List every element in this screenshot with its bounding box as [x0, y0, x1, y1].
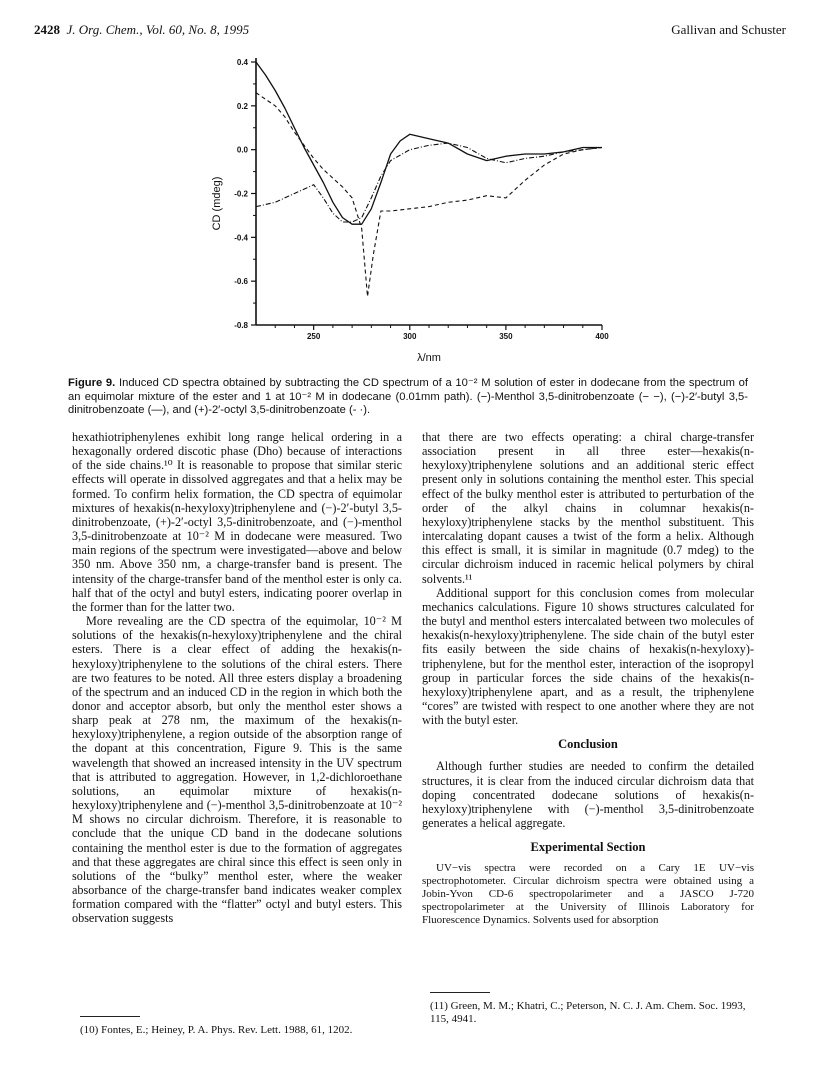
paragraph: Additional support for this conclusion comes from molecular mechanics calculations. Figure 10 shows structures calculated for the butyl and menthol esters intercalated between two molecules of hexakis(n-hexyloxy)triphenylene. The side chain of the butyl ester fits easily between the side chains of hexakis(n-hexyloxy)-triphenylene, but for the menthol ester, interaction of the isopropyl group in particular forces the side chains of the hexakis(n-hexyloxy)triphenylene apart, and as a result, the triphenylene “cores” are twisted with respect to one another where they are not with the butyl ester. — [422, 585, 754, 728]
x-axis-label: λ/nm — [417, 352, 441, 364]
footnote-10: (10) Fontes, E.; Heiney, P. A. Phys. Rev. Lett. 1988, 61, 1202. — [80, 1024, 353, 1036]
footnote-divider — [80, 1016, 140, 1017]
y-axis-label: CD (mdeg) — [211, 176, 223, 231]
page-number: 2428 — [34, 22, 60, 37]
y-tick-label: -0.2 — [234, 189, 248, 199]
paragraph: that there are two effects operating: a chiral charge-transfer association present in all three ester—hexakis(n-hexyloxy)triphenylene solutions and an additional steric effect present only in solutions containing the menthol ester. This special effect of the bulky menthol ester is attributed to perturbation of the order of the alkyl chains in columnar hexakis(n-hexyloxy)triphenylene stacks by the menthol substituent. This intercalating dopant causes a twist of the form a helix. Although this effect is small, it is similar in magnitude (0.7 mdeg) to the circular dichroism induced in racemic helical polymers by chiral solvents.¹¹ — [422, 430, 754, 586]
x-tick-label: 400 — [595, 332, 609, 341]
series-line-dashed — [256, 93, 602, 297]
x-tick-label: 300 — [403, 332, 417, 341]
x-tick-label: 250 — [306, 332, 321, 341]
paragraph: Although further studies are needed to confirm the detailed structures, it is clear from the induced circular dichroism data that doping concentrated dodecane solutions of hexakis(n-hexyloxy)triphenylene with (−)-menthol 3,5-dinitrobenzoate generates a helical aggregate. — [422, 759, 754, 831]
running-authors: Gallivan and Schuster — [671, 22, 786, 37]
conclusion-heading: Conclusion — [558, 737, 618, 752]
figure-caption-text: Induced CD spectra obtained by subtracting the CD spectrum of a 10⁻² M solution of ester in dodecane from the spectrum of an equimolar mixture of the ester and 1 at 10⁻² M in dodecane (0.01mm path). (−)-Menthol 3,5-dinitrobenzoate (− −), (−)-2′-butyl 3,5-dinitrobenzoate (—), and (+)-2′-octyl 3,5-dinitrobenzoate (- ·). — [68, 377, 748, 416]
y-tick-label: -0.4 — [234, 233, 248, 243]
experimental-heading: Experimental Section — [530, 840, 646, 855]
cd-spectrum-chart — [190, 52, 630, 372]
right-column — [422, 430, 754, 927]
chart-axes — [234, 58, 609, 341]
y-tick-label: -0.6 — [234, 277, 248, 287]
y-tick-label: 0.2 — [236, 101, 248, 111]
y-tick-label: 0.4 — [236, 58, 248, 67]
series-line-solid — [256, 62, 602, 224]
figure-label: Figure 9. — [68, 377, 116, 389]
x-tick-label: 350 — [499, 332, 513, 341]
footnote-divider — [430, 992, 490, 993]
footnote-11: (11) Green, M. M.; Khatri, C.; Peterson, N. C. J. Am. Chem. Soc. 1993, 115, 4941. — [430, 1000, 746, 1025]
journal-citation: J. Org. Chem., Vol. 60, No. 8, 1995 — [66, 22, 250, 37]
paragraph: UV−vis spectra were recorded on a Cary 1E UV−vis spectrophotometer. Circular dichroism spectra were obtained using a Jobin-Yvon CD-6 spectropolarimeter and a JASCO J-720 spectropolarimeter at the University of Illinois Laboratory for Fluorescence Dynamics. Solvents used for absorption — [422, 862, 754, 927]
left-column — [72, 430, 402, 925]
paragraph: hexathiotriphenylenes exhibit long range helical ordering in a hexagonally ordered discotic phase (Dho) because of interactions of the side chains.¹⁰ It is reasonable to propose that similar steric effects will operate in dissolved aggregates and that a helix may be formed. To confirm helix formation, the CD spectra of equimolar mixtures of hexakis(n-hexyloxy)triphenylene and (−)-2′-butyl 3,5-dinitrobenzoate, (+)-2′-octyl 3,5-dinitrobenzoate, and (−)-menthol 3,5-dinitrobenzoate at 10⁻² M in dodecane were measured. Two main regions of the spectrum were investigated—above and below 350 nm. Above 350 nm, a charge-transfer band is present. The intensity of the charge-transfer band of the menthol ester is only ca. half that of the octyl and butyl esters, indicating poorer overlap in the former than for the latter two. — [72, 430, 402, 614]
figure-caption — [68, 377, 748, 418]
y-tick-label: 0.0 — [236, 145, 248, 155]
chart-series — [256, 62, 602, 297]
page-header — [34, 22, 786, 40]
y-tick-label: -0.8 — [234, 321, 248, 330]
paragraph: More revealing are the CD spectra of the equimolar, 10⁻² M solutions of the hexakis(n-hexyloxy)triphenylene and the chiral esters. There is a clear effect of adding the hexakis(n-hexyloxy)triphenylene to the solutions of the chiral esters. There are two features to be noted. All three esters display a broadening of the spectrum and an induced CD in the region in which both the donor and acceptor absorb, but only the menthol ester shows a sharp peak at 278 nm, the maximum of the hexakis(n-hexyloxy)triphenylene, a region outside of the absorption range of the dopant at this concentration, Figure 9. This is the same wavelength that showed an increased intensity in the UV spectrum that is attributed to aggregation. However, in 1,2-dichloroethane solutions, an equimolar mixture of hexakis(n-hexyloxy)triphenylene and (−)-menthol 3,5-dinitrobenzoate at 10⁻² M shows no circular dichroism. Therefore, it is reasonable to conclude that the unique CD band in the dodecane solutions containing the menthol ester is due to the formation of aggregates and that these aggregates are chiral since this effect is seen only in solutions of the “bulky” menthol ester, where the weaker absorbance of the charge-transfer band indicates weaker complex formation compared with the “flatter” octyl and butyl esters. This observation suggests — [72, 614, 402, 926]
